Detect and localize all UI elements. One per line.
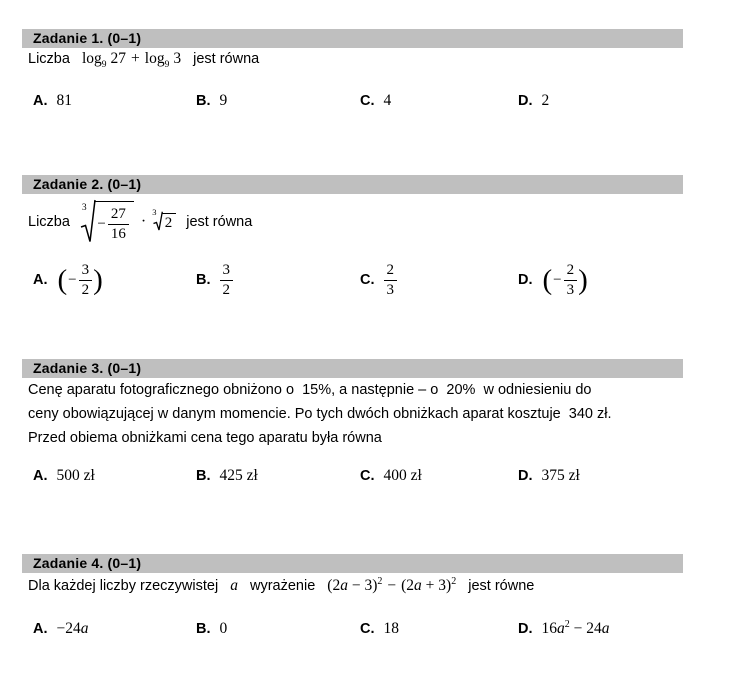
plus-sign: +: [131, 50, 140, 67]
root-index: 3: [81, 203, 87, 213]
fraction: [79, 263, 93, 298]
option-letter: C.: [360, 621, 375, 637]
variable-a: a: [414, 577, 422, 595]
log-argument: 3: [173, 50, 182, 67]
log-function: log: [81, 50, 102, 67]
log-base: 9: [164, 60, 170, 71]
fraction-numerator: 2: [564, 263, 578, 281]
log-function: log: [144, 50, 165, 67]
task-1-question: [28, 50, 259, 70]
fraction-numerator: 27: [108, 207, 129, 225]
fraction: [384, 263, 398, 298]
answer-option-c: [360, 92, 391, 110]
option-value: 9: [219, 92, 228, 109]
math-expression: [81, 50, 182, 71]
question-prefix: Dla każdej liczby rzeczywistej: [28, 578, 219, 595]
option-value: 375 zł: [541, 467, 580, 484]
answer-option-b: [196, 92, 227, 110]
task-3-question-line-1: Cenę aparatu fotograficznego obniżono o 15%, a następnie – o 20% w odniesieniu do: [28, 382, 592, 398]
variable-a: a: [601, 620, 610, 638]
exponent: 2: [564, 619, 570, 631]
answer-option-b: [196, 619, 227, 639]
value-text: 16: [541, 620, 557, 638]
math-expression: [327, 577, 456, 594]
option-value: [220, 620, 228, 638]
task-2-question: [28, 199, 252, 244]
answer-option-a: [33, 92, 72, 110]
option-value: 2: [541, 92, 550, 109]
option-letter: A.: [33, 93, 48, 109]
option-letter: A.: [33, 621, 48, 637]
task-4-header: Zadanie 4. (0–1): [22, 554, 683, 573]
log-base: 9: [101, 60, 107, 71]
task-3-answers: [33, 467, 723, 485]
option-letter: D.: [518, 468, 533, 484]
fraction-denominator: 3: [386, 281, 394, 298]
answer-option-a: [33, 467, 95, 485]
task-1-answers: [33, 92, 723, 110]
fraction-denominator: 2: [81, 281, 90, 298]
option-letter: D.: [518, 272, 533, 288]
exponent: 2: [451, 576, 457, 587]
radicand: [94, 201, 133, 244]
task-2-answers: [33, 259, 723, 301]
value-text: − 24: [569, 620, 602, 638]
task-4-question: [28, 576, 534, 595]
task-1-header: Zadanie 1. (0–1): [22, 29, 683, 48]
root-index: 3: [152, 207, 157, 217]
option-value: 500 zł: [56, 467, 95, 484]
value-text: 0: [219, 620, 228, 637]
answer-option-d: [518, 259, 589, 301]
fraction-denominator: 2: [222, 281, 230, 298]
value-text: 18: [383, 620, 399, 637]
right-paren: ): [93, 263, 103, 296]
expr-text: (2: [327, 577, 341, 595]
left-paren: (: [57, 263, 68, 296]
fraction: [108, 207, 129, 242]
option-value: [384, 620, 400, 638]
minus-sign: −: [553, 271, 562, 288]
answer-option-b: [196, 467, 258, 485]
option-value: 81: [56, 92, 72, 109]
radicand: 2: [162, 213, 177, 232]
minus-sign: −: [387, 577, 397, 595]
option-value: [542, 619, 610, 638]
option-letter: A.: [33, 468, 48, 484]
answer-option-d: [518, 467, 580, 485]
fraction-numerator: 2: [384, 263, 398, 281]
fraction-numerator: 3: [79, 263, 93, 281]
task-3-question-line-3: Przed obiema obniżkami cena tego aparatu była równa: [28, 430, 382, 446]
option-letter: C.: [360, 93, 375, 109]
question-mid: wyrażenie: [249, 578, 316, 595]
task-3-header: Zadanie 3. (0–1): [22, 359, 683, 378]
fraction: [220, 263, 234, 298]
option-letter: B.: [196, 621, 211, 637]
answer-option-c: [360, 619, 399, 639]
right-paren: ): [578, 263, 588, 296]
task-4-answers: [33, 619, 723, 639]
option-letter: D.: [518, 621, 533, 637]
answer-option-c: [360, 467, 422, 485]
fraction-denominator: 16: [110, 225, 126, 242]
multiplication-dot: ·: [140, 212, 147, 230]
answer-option-c: [360, 259, 397, 301]
variable-a: a: [230, 577, 238, 595]
task-2-header: Zadanie 2. (0–1): [22, 175, 683, 194]
question-prefix: Liczba: [28, 51, 70, 67]
fraction-numerator: 3: [220, 263, 234, 281]
option-value: [57, 620, 89, 638]
variable-a: a: [557, 620, 565, 638]
option-letter: D.: [518, 93, 533, 109]
task-3-question-line-2: ceny obowiązującej w danym momencie. Po tych dwóch obniżkach aparat kosztuje 340 zł.: [28, 406, 612, 422]
left-paren: (: [542, 263, 553, 296]
question-prefix: Liczba: [28, 213, 70, 230]
expr-text: − 3): [347, 577, 378, 595]
minus-sign: −: [97, 215, 106, 232]
option-letter: A.: [33, 272, 48, 288]
answer-option-d: [518, 92, 549, 110]
variable-a: a: [80, 620, 89, 637]
answer-option-d: [518, 619, 610, 639]
cube-root-expression: [80, 199, 134, 244]
exponent: 2: [377, 576, 383, 587]
answer-option-a: [33, 259, 104, 301]
question-suffix: jest równa: [186, 213, 253, 230]
option-value: 400 zł: [383, 467, 422, 484]
option-letter: B.: [196, 93, 211, 109]
expr-text: (2: [401, 577, 415, 595]
option-letter: C.: [360, 272, 375, 288]
question-suffix: jest równa: [193, 51, 260, 67]
option-letter: B.: [196, 272, 211, 288]
log-argument: 27: [110, 50, 127, 67]
value-text: −24: [56, 620, 81, 637]
question-suffix: jest równe: [468, 578, 535, 595]
option-value: 4: [383, 92, 392, 109]
option-letter: C.: [360, 468, 375, 484]
answer-option-a: [33, 619, 89, 639]
option-letter: B.: [196, 468, 211, 484]
fraction-denominator: 3: [566, 281, 575, 298]
cube-root-of-two: [152, 207, 176, 232]
minus-sign: −: [68, 271, 77, 288]
variable-a: a: [340, 577, 348, 595]
answer-option-b: [196, 259, 233, 301]
option-value: 425 zł: [219, 467, 258, 484]
fraction: [564, 263, 578, 298]
expr-text: + 3): [421, 577, 452, 595]
